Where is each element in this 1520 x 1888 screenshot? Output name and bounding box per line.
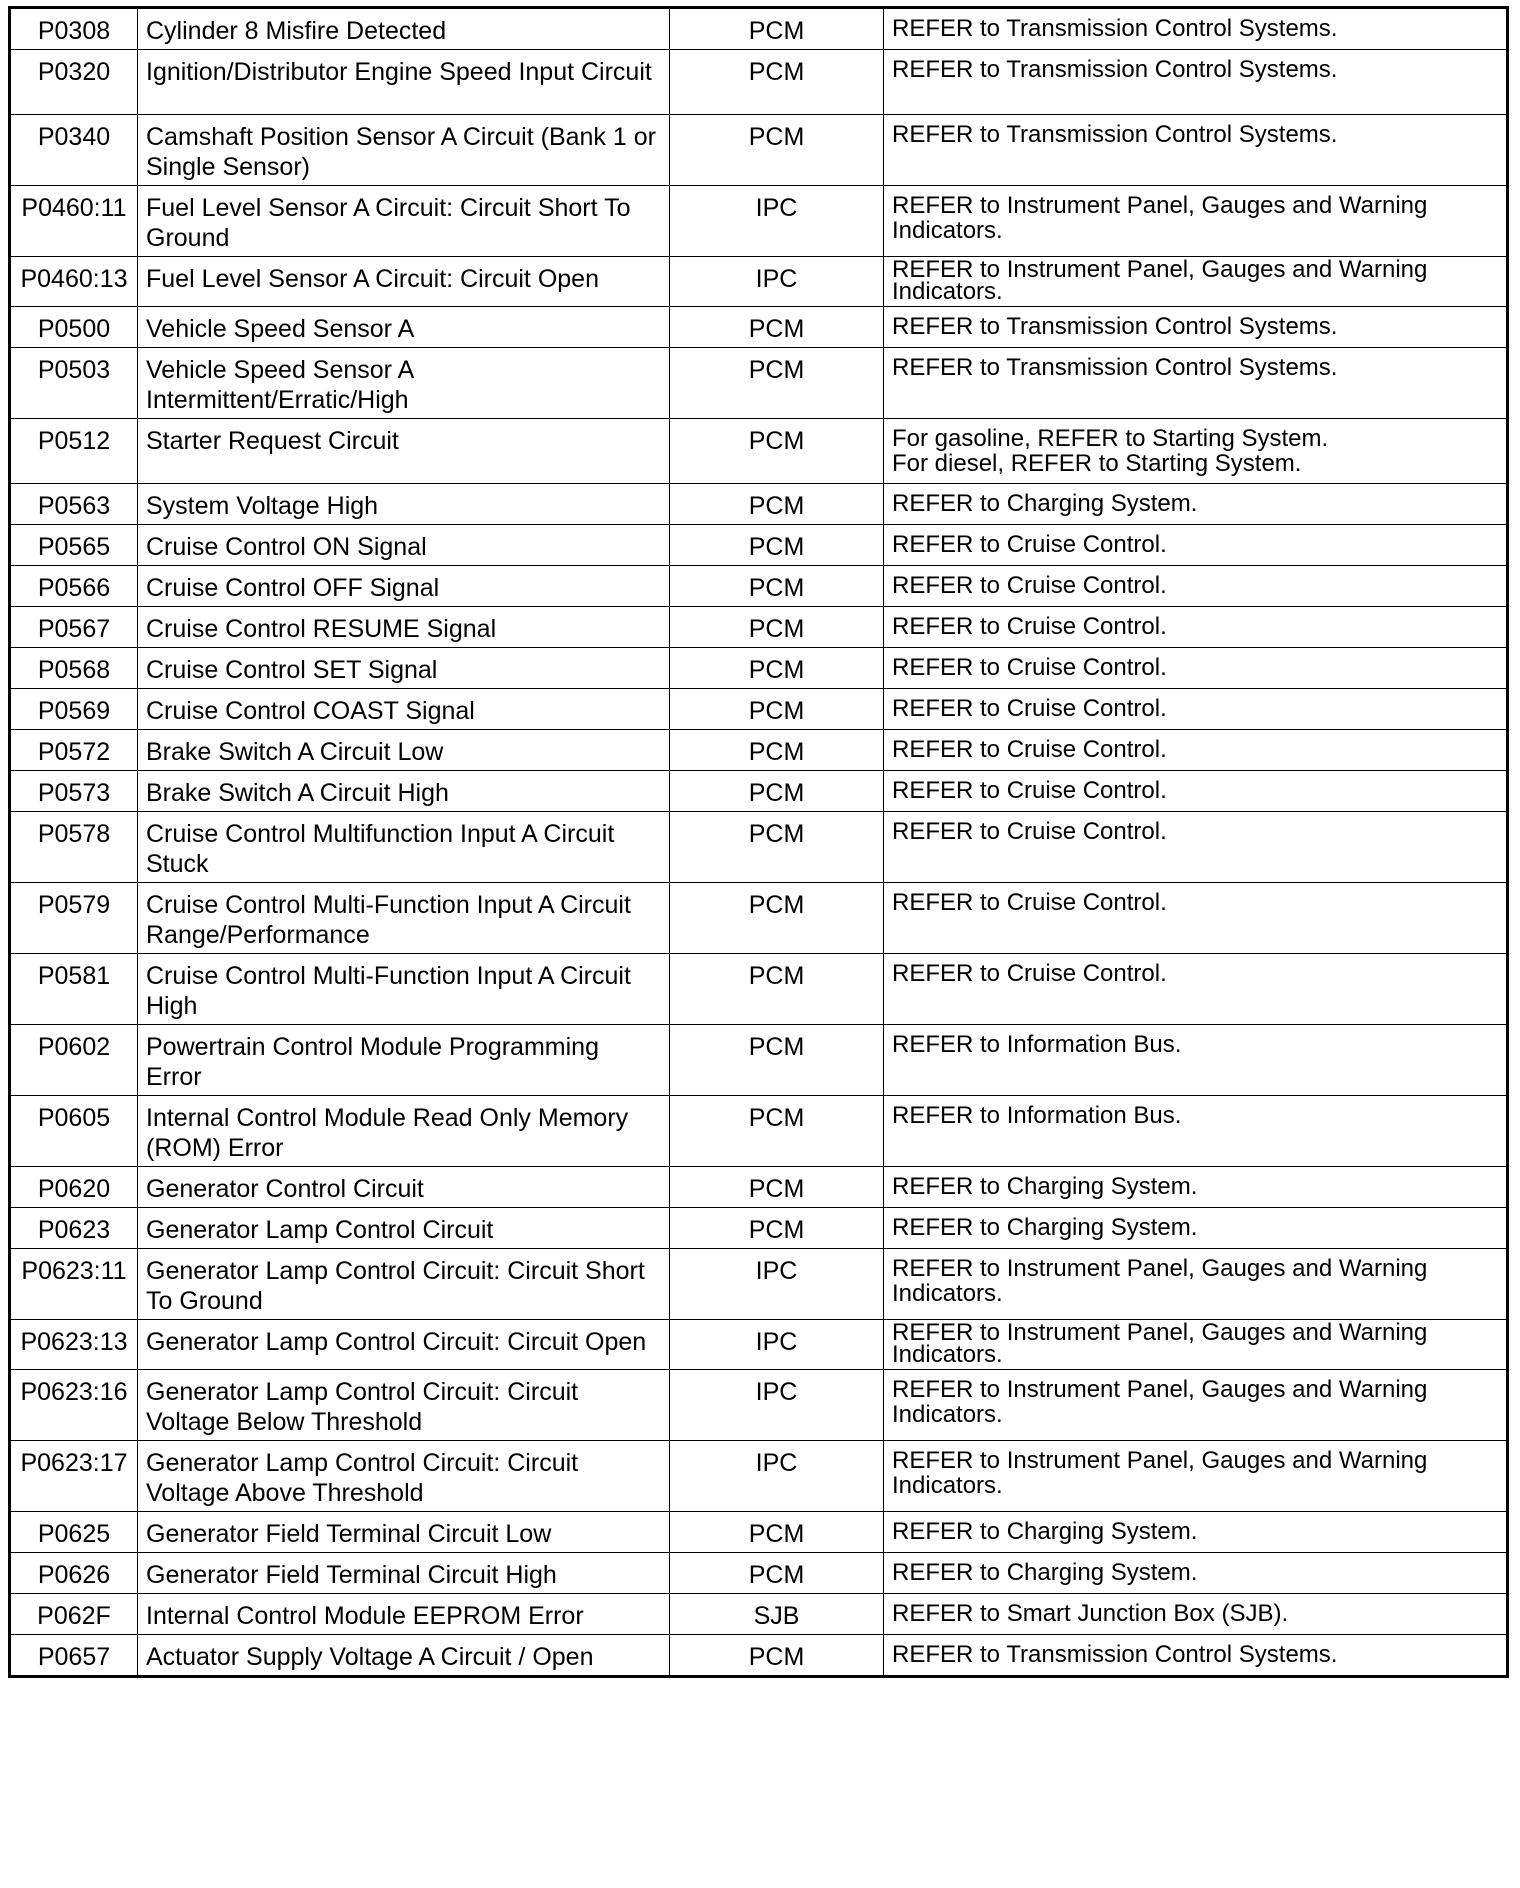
- dtc-action-line: REFER to Cruise Control.: [892, 818, 1167, 845]
- dtc-code-cell: P0500: [10, 307, 138, 348]
- table-row: [10, 1167, 1508, 1208]
- dtc-code-cell: P0569: [10, 689, 138, 730]
- dtc-action-line: REFER to Information Bus.: [892, 1031, 1182, 1058]
- table-row: [10, 115, 1508, 186]
- dtc-action-cell: [884, 115, 1508, 186]
- dtc-action-cell: [884, 1208, 1508, 1249]
- dtc-module-cell: PCM: [670, 566, 884, 607]
- dtc-description-cell: Ignition/Distributor Engine Speed Input Circuit: [138, 50, 670, 115]
- dtc-action-cell: [884, 348, 1508, 419]
- dtc-action-line: REFER to Charging System.: [892, 490, 1198, 517]
- dtc-code-cell: P0572: [10, 730, 138, 771]
- dtc-module-cell: IPC: [670, 1249, 884, 1320]
- dtc-action-cell: [884, 50, 1508, 115]
- dtc-description-cell: Generator Field Terminal Circuit Low: [138, 1512, 670, 1553]
- dtc-code-cell: P0566: [10, 566, 138, 607]
- dtc-description-cell: Cruise Control Multi-Function Input A Circuit Range/Performance: [138, 883, 670, 954]
- table-row: [10, 771, 1508, 812]
- dtc-module-cell: IPC: [670, 1320, 884, 1370]
- dtc-module-cell: PCM: [670, 1512, 884, 1553]
- dtc-code-cell: P0573: [10, 771, 138, 812]
- dtc-action-cell: [884, 771, 1508, 812]
- dtc-action-cell: [884, 1025, 1508, 1096]
- dtc-code-cell: P0512: [10, 419, 138, 484]
- dtc-description-cell: Cruise Control ON Signal: [138, 525, 670, 566]
- dtc-code-cell: P0460:13: [10, 257, 138, 307]
- dtc-action-cell: [884, 484, 1508, 525]
- dtc-code-cell: P0623:16: [10, 1370, 138, 1441]
- dtc-code-cell: P0605: [10, 1096, 138, 1167]
- dtc-description-cell: Starter Request Circuit: [138, 419, 670, 484]
- dtc-module-cell: PCM: [670, 484, 884, 525]
- dtc-description-cell: Internal Control Module EEPROM Error: [138, 1594, 670, 1635]
- table-row: [10, 257, 1508, 307]
- table-row: [10, 730, 1508, 771]
- dtc-description-cell: Cylinder 8 Misfire Detected: [138, 8, 670, 50]
- dtc-description-cell: Generator Lamp Control Circuit: Circuit Short To Ground: [138, 1249, 670, 1320]
- table-row: [10, 883, 1508, 954]
- dtc-module-cell: PCM: [670, 525, 884, 566]
- dtc-action-line: REFER to Cruise Control.: [892, 654, 1167, 681]
- dtc-action-cell: [884, 689, 1508, 730]
- dtc-action-cell: [884, 812, 1508, 883]
- dtc-module-cell: IPC: [670, 1370, 884, 1441]
- dtc-action-line: REFER to Transmission Control Systems.: [892, 56, 1338, 83]
- dtc-action-cell: [884, 1320, 1508, 1370]
- dtc-action-cell: [884, 1512, 1508, 1553]
- dtc-module-cell: IPC: [670, 257, 884, 307]
- dtc-action-line: REFER to Charging System.: [892, 1559, 1198, 1586]
- dtc-code-cell: P0340: [10, 115, 138, 186]
- dtc-description-cell: Generator Lamp Control Circuit: [138, 1208, 670, 1249]
- dtc-description-cell: Actuator Supply Voltage A Circuit / Open: [138, 1635, 670, 1677]
- dtc-action-cell: [884, 1167, 1508, 1208]
- table-row: [10, 566, 1508, 607]
- table-row: [10, 419, 1508, 484]
- dtc-code-cell: P0657: [10, 1635, 138, 1677]
- dtc-action-cell: [884, 8, 1508, 50]
- dtc-action-line: REFER to Charging System.: [892, 1518, 1198, 1545]
- dtc-action-line: REFER to Instrument Panel, Gauges and Warning Indicators.: [892, 192, 1428, 244]
- dtc-module-cell: PCM: [670, 883, 884, 954]
- dtc-action-cell: [884, 954, 1508, 1025]
- dtc-module-cell: PCM: [670, 1553, 884, 1594]
- dtc-description-cell: Cruise Control Multifunction Input A Circuit Stuck: [138, 812, 670, 883]
- dtc-module-cell: PCM: [670, 50, 884, 115]
- table-row: [10, 348, 1508, 419]
- dtc-module-cell: PCM: [670, 771, 884, 812]
- dtc-action-line: REFER to Cruise Control.: [892, 613, 1167, 640]
- dtc-action-cell: [884, 883, 1508, 954]
- dtc-module-cell: SJB: [670, 1594, 884, 1635]
- dtc-module-cell: PCM: [670, 419, 884, 484]
- dtc-action-cell: [884, 419, 1508, 484]
- dtc-description-cell: Cruise Control RESUME Signal: [138, 607, 670, 648]
- dtc-module-cell: IPC: [670, 186, 884, 257]
- table-row: [10, 186, 1508, 257]
- dtc-action-cell: [884, 1249, 1508, 1320]
- dtc-action-cell: [884, 257, 1508, 307]
- dtc-description-cell: Cruise Control OFF Signal: [138, 566, 670, 607]
- dtc-action-cell: [884, 1096, 1508, 1167]
- dtc-code-cell: P0567: [10, 607, 138, 648]
- dtc-description-cell: Cruise Control COAST Signal: [138, 689, 670, 730]
- dtc-action-cell: [884, 1553, 1508, 1594]
- dtc-code-cell: P0579: [10, 883, 138, 954]
- table-row: [10, 812, 1508, 883]
- dtc-action-line: REFER to Cruise Control.: [892, 531, 1167, 558]
- dtc-action-line: REFER to Cruise Control.: [892, 736, 1167, 763]
- dtc-module-cell: PCM: [670, 1096, 884, 1167]
- table-row: [10, 1512, 1508, 1553]
- dtc-module-cell: PCM: [670, 730, 884, 771]
- dtc-description-cell: Brake Switch A Circuit High: [138, 771, 670, 812]
- dtc-action-line: REFER to Cruise Control.: [892, 960, 1167, 987]
- dtc-action-cell: [884, 1370, 1508, 1441]
- dtc-code-cell: P0320: [10, 50, 138, 115]
- dtc-description-cell: Vehicle Speed Sensor A: [138, 307, 670, 348]
- dtc-description-cell: Vehicle Speed Sensor A Intermittent/Erratic/High: [138, 348, 670, 419]
- dtc-action-cell: [884, 648, 1508, 689]
- table-row: [10, 307, 1508, 348]
- dtc-table: [8, 6, 1509, 1678]
- dtc-code-cell: P0620: [10, 1167, 138, 1208]
- table-row: [10, 954, 1508, 1025]
- dtc-module-cell: PCM: [670, 648, 884, 689]
- table-row: [10, 607, 1508, 648]
- dtc-description-cell: System Voltage High: [138, 484, 670, 525]
- dtc-module-cell: PCM: [670, 348, 884, 419]
- table-row: [10, 1441, 1508, 1512]
- dtc-module-cell: PCM: [670, 607, 884, 648]
- dtc-description-cell: Powertrain Control Module Programming Error: [138, 1025, 670, 1096]
- dtc-code-cell: P0602: [10, 1025, 138, 1096]
- dtc-code-cell: P0503: [10, 348, 138, 419]
- dtc-code-cell: P0623:11: [10, 1249, 138, 1320]
- dtc-description-cell: Brake Switch A Circuit Low: [138, 730, 670, 771]
- dtc-action-cell: [884, 186, 1508, 257]
- dtc-action-line: REFER to Transmission Control Systems.: [892, 313, 1338, 340]
- dtc-action-cell: [884, 1594, 1508, 1635]
- table-row: [10, 648, 1508, 689]
- dtc-description-cell: Generator Lamp Control Circuit: Circuit Open: [138, 1320, 670, 1370]
- dtc-code-cell: P0308: [10, 8, 138, 50]
- dtc-action-cell: [884, 566, 1508, 607]
- dtc-description-cell: Generator Field Terminal Circuit High: [138, 1553, 670, 1594]
- dtc-code-cell: P0460:11: [10, 186, 138, 257]
- dtc-action-cell: [884, 525, 1508, 566]
- dtc-action-cell: [884, 607, 1508, 648]
- table-row: [10, 1635, 1508, 1677]
- dtc-action-line: REFER to Transmission Control Systems.: [892, 1641, 1338, 1668]
- dtc-module-cell: IPC: [670, 1441, 884, 1512]
- dtc-module-cell: PCM: [670, 1208, 884, 1249]
- dtc-code-cell: P0565: [10, 525, 138, 566]
- dtc-action-line: REFER to Information Bus.: [892, 1102, 1182, 1129]
- dtc-code-cell: P0626: [10, 1553, 138, 1594]
- dtc-action-line: REFER to Instrument Panel, Gauges and Warning Indicators.: [892, 1447, 1428, 1499]
- dtc-description-cell: Fuel Level Sensor A Circuit: Circuit Open: [138, 257, 670, 307]
- dtc-action-line: REFER to Charging System.: [892, 1173, 1198, 1200]
- table-row: [10, 1553, 1508, 1594]
- dtc-action-line: REFER to Instrument Panel, Gauges and Warning Indicators.: [892, 1376, 1428, 1428]
- table-row: [10, 525, 1508, 566]
- dtc-action-line: REFER to Instrument Panel, Gauges and Warning Indicators.: [892, 256, 1428, 305]
- dtc-module-cell: PCM: [670, 1025, 884, 1096]
- dtc-action-cell: [884, 307, 1508, 348]
- dtc-module-cell: PCM: [670, 8, 884, 50]
- dtc-code-cell: P0581: [10, 954, 138, 1025]
- table-row: [10, 1370, 1508, 1441]
- dtc-description-cell: Camshaft Position Sensor A Circuit (Bank 1 or Single Sensor): [138, 115, 670, 186]
- dtc-module-cell: PCM: [670, 689, 884, 730]
- dtc-description-cell: Fuel Level Sensor A Circuit: Circuit Short To Ground: [138, 186, 670, 257]
- dtc-action-line: REFER to Cruise Control.: [892, 695, 1167, 722]
- dtc-code-cell: P0625: [10, 1512, 138, 1553]
- dtc-module-cell: PCM: [670, 954, 884, 1025]
- table-row: [10, 1249, 1508, 1320]
- dtc-description-cell: Cruise Control Multi-Function Input A Circuit High: [138, 954, 670, 1025]
- table-row: [10, 484, 1508, 525]
- dtc-code-cell: P062F: [10, 1594, 138, 1635]
- dtc-action-line: REFER to Cruise Control.: [892, 777, 1167, 804]
- dtc-description-cell: Cruise Control SET Signal: [138, 648, 670, 689]
- dtc-action-line: REFER to Transmission Control Systems.: [892, 121, 1338, 148]
- dtc-action-line: REFER to Instrument Panel, Gauges and Warning Indicators.: [892, 1255, 1428, 1307]
- dtc-action-line: REFER to Smart Junction Box (SJB).: [892, 1600, 1289, 1627]
- dtc-module-cell: PCM: [670, 307, 884, 348]
- dtc-code-cell: P0623: [10, 1208, 138, 1249]
- dtc-module-cell: PCM: [670, 115, 884, 186]
- dtc-action-line: REFER to Transmission Control Systems.: [892, 15, 1338, 42]
- dtc-module-cell: PCM: [670, 1635, 884, 1677]
- table-row: [10, 689, 1508, 730]
- dtc-module-cell: PCM: [670, 1167, 884, 1208]
- dtc-code-cell: P0568: [10, 648, 138, 689]
- dtc-code-cell: P0578: [10, 812, 138, 883]
- dtc-table-body: [10, 8, 1508, 1677]
- dtc-action-line: For diesel, REFER to Starting System.: [892, 450, 1302, 477]
- dtc-action-line: REFER to Transmission Control Systems.: [892, 354, 1338, 381]
- dtc-action-line: REFER to Instrument Panel, Gauges and Warning Indicators.: [892, 1319, 1428, 1368]
- dtc-action-line: For gasoline, REFER to Starting System.: [892, 425, 1329, 452]
- table-row: [10, 1096, 1508, 1167]
- dtc-code-cell: P0623:17: [10, 1441, 138, 1512]
- dtc-action-cell: [884, 1441, 1508, 1512]
- dtc-action-line: REFER to Cruise Control.: [892, 572, 1167, 599]
- dtc-module-cell: PCM: [670, 812, 884, 883]
- dtc-action-line: REFER to Cruise Control.: [892, 889, 1167, 916]
- dtc-code-cell: P0623:13: [10, 1320, 138, 1370]
- dtc-action-line: REFER to Charging System.: [892, 1214, 1198, 1241]
- dtc-description-cell: Internal Control Module Read Only Memory (ROM) Error: [138, 1096, 670, 1167]
- dtc-action-cell: [884, 730, 1508, 771]
- table-row: [10, 1025, 1508, 1096]
- table-row: [10, 8, 1508, 50]
- dtc-description-cell: Generator Lamp Control Circuit: Circuit Voltage Below Threshold: [138, 1370, 670, 1441]
- table-row: [10, 1594, 1508, 1635]
- dtc-description-cell: Generator Lamp Control Circuit: Circuit Voltage Above Threshold: [138, 1441, 670, 1512]
- table-row: [10, 1320, 1508, 1370]
- table-row: [10, 50, 1508, 115]
- dtc-description-cell: Generator Control Circuit: [138, 1167, 670, 1208]
- dtc-code-cell: P0563: [10, 484, 138, 525]
- dtc-action-cell: [884, 1635, 1508, 1677]
- table-row: [10, 1208, 1508, 1249]
